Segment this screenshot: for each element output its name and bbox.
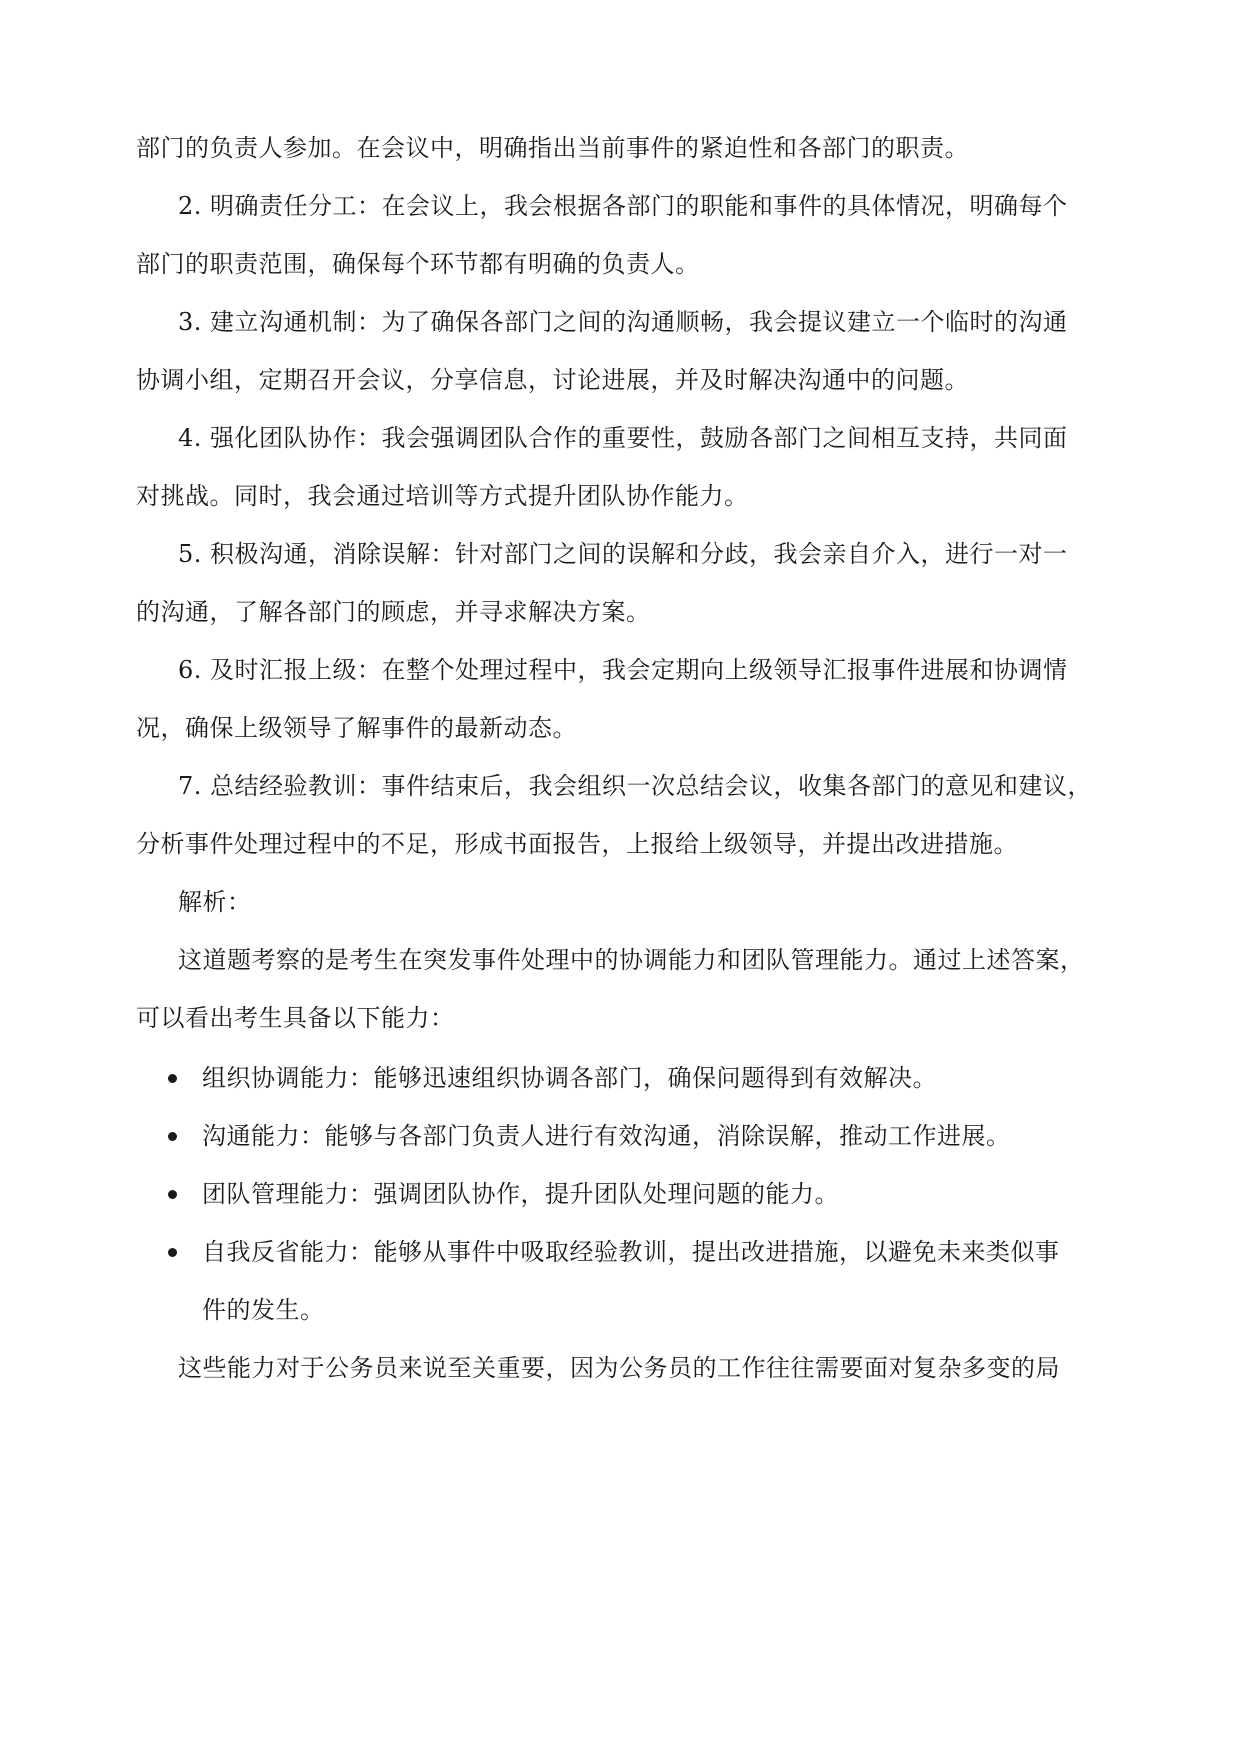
paragraph-line: 况，确保上级领导了解事件的最新动态。: [136, 714, 577, 742]
paragraph-line: 2. 明确责任分工：在会议上，我会根据各部门的职能和事件的具体情况，明确每个: [178, 192, 1068, 220]
bullet-dot-icon: [168, 1074, 177, 1083]
paragraph-line: 可以看出考生具备以下能力：: [136, 1004, 455, 1032]
paragraph-line: 部门的负责人参加。在会议中，明确指出当前事件的紧迫性和各部门的职责。: [136, 134, 969, 162]
analysis-heading: 解析：: [178, 888, 252, 916]
bullet-item: 沟通能力：能够与各部门负责人进行有效沟通，消除误解，推动工作进展。: [202, 1122, 1011, 1150]
paragraph-line: 4. 强化团队协作：我会强调团队合作的重要性，鼓励各部门之间相互支持，共同面: [178, 424, 1068, 452]
paragraph-line: 对挑战。同时，我会通过培训等方式提升团队协作能力。: [136, 482, 749, 510]
paragraph-line: 这道题考察的是考生在突发事件处理中的协调能力和团队管理能力。通过上述答案，: [178, 946, 1085, 974]
paragraph-line: 这些能力对于公务员来说至关重要，因为公务员的工作往往需要面对复杂多变的局: [178, 1354, 1060, 1382]
bullet-item: 自我反省能力：能够从事件中吸取经验教训，提出改进措施，以避免未来类似事: [202, 1238, 1060, 1266]
bullet-item-continuation: 件的发生。: [202, 1296, 325, 1324]
paragraph-line: 7. 总结经验教训：事件结束后，我会组织一次总结会议，收集各部门的意见和建议，: [178, 772, 1093, 800]
paragraph-line: 部门的职责范围，确保每个环节都有明确的负责人。: [136, 250, 700, 278]
paragraph-line: 的沟通，了解各部门的顾虑，并寻求解决方案。: [136, 598, 651, 626]
bullet-dot-icon: [168, 1190, 177, 1199]
paragraph-line: 6. 及时汇报上级：在整个处理过程中，我会定期向上级领导汇报事件进展和协调情: [178, 656, 1068, 684]
bullet-item: 组织协调能力：能够迅速组织协调各部门，确保问题得到有效解决。: [202, 1064, 937, 1092]
bullet-dot-icon: [168, 1248, 177, 1257]
paragraph-line: 5. 积极沟通，消除误解：针对部门之间的误解和分歧，我会亲自介入，进行一对一: [178, 540, 1068, 568]
paragraph-line: 3. 建立沟通机制：为了确保各部门之间的沟通顺畅，我会提议建立一个临时的沟通: [178, 308, 1068, 336]
paragraph-line: 协调小组，定期召开会议，分享信息，讨论进展，并及时解决沟通中的问题。: [136, 366, 969, 394]
bullet-item: 团队管理能力：强调团队协作，提升团队处理问题的能力。: [202, 1180, 839, 1208]
paragraph-line: 分析事件处理过程中的不足，形成书面报告，上报给上级领导，并提出改进措施。: [136, 830, 1018, 858]
bullet-dot-icon: [168, 1132, 177, 1141]
